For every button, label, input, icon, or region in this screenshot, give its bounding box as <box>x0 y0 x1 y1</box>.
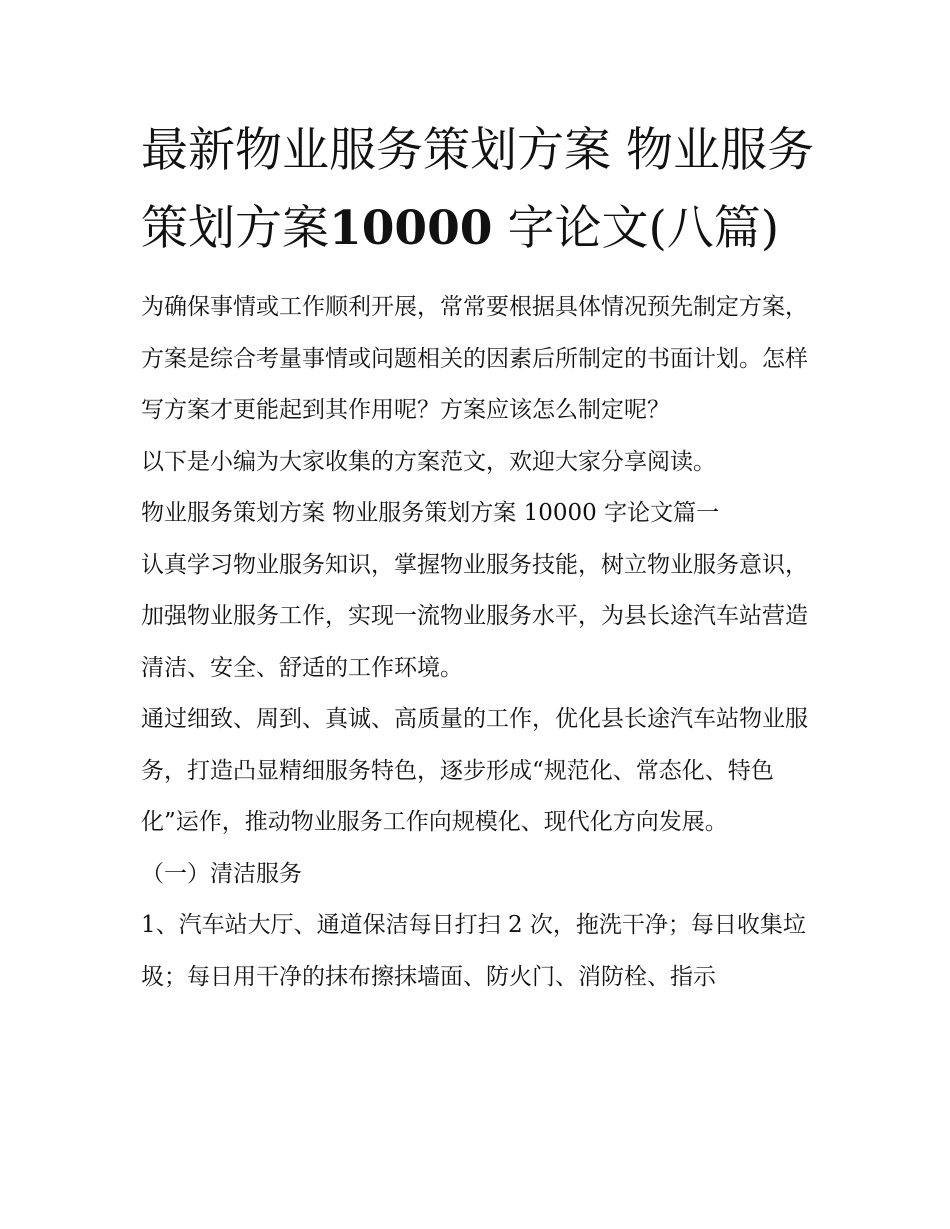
title-text-part2: 字论文(八篇) <box>492 201 780 256</box>
document-title <box>141 112 816 268</box>
document-body <box>141 282 816 1003</box>
title-number: 10000 <box>329 201 493 256</box>
paragraph-collection-note: 以下是小编为大家收集的方案范文，欢迎大家分享阅读。 <box>141 448 716 475</box>
paragraph-cleaning-item-1: 1、汽车站大厅、通道保洁每日打扫 2 次，拖洗干净；每日收集垃圾；每日用干净的抹布擦抹墙面、防火门、消防栓、指示 <box>141 912 806 990</box>
title-text-part1: 最新物业服务策划方案 物业服务策划方案 <box>141 123 814 256</box>
section-heading: 物业服务策划方案 物业服务策划方案 10000 字论文篇一 <box>141 500 720 526</box>
paragraph-goal: 认真学习物业服务知识，掌握物业服务技能，树立物业服务意识，加强物业服务工作，实现一流物业服务水平，为县长途汽车站营造清洁、安全、舒适的工作环境。 <box>141 551 808 681</box>
subsection-heading-cleaning: （一）清洁服务 <box>141 860 302 887</box>
document-content <box>141 112 816 1003</box>
paragraph-approach: 通过细致、周到、真诚、高质量的工作，优化县长途汽车站物业服务，打造凸显精细服务特色，逐步形成“规范化、常态化、特色化”运作，推动物业服务工作向规模化、现代化方向发展。 <box>141 706 808 835</box>
paragraph-intro: 为确保事情或工作顺利开展，常常要根据具体情况预先制定方案，方案是综合考量事情或问题相关的因素后所制定的书面计划。怎样写方案才更能起到其作用呢？方案应该怎么制定呢？ <box>141 294 808 423</box>
